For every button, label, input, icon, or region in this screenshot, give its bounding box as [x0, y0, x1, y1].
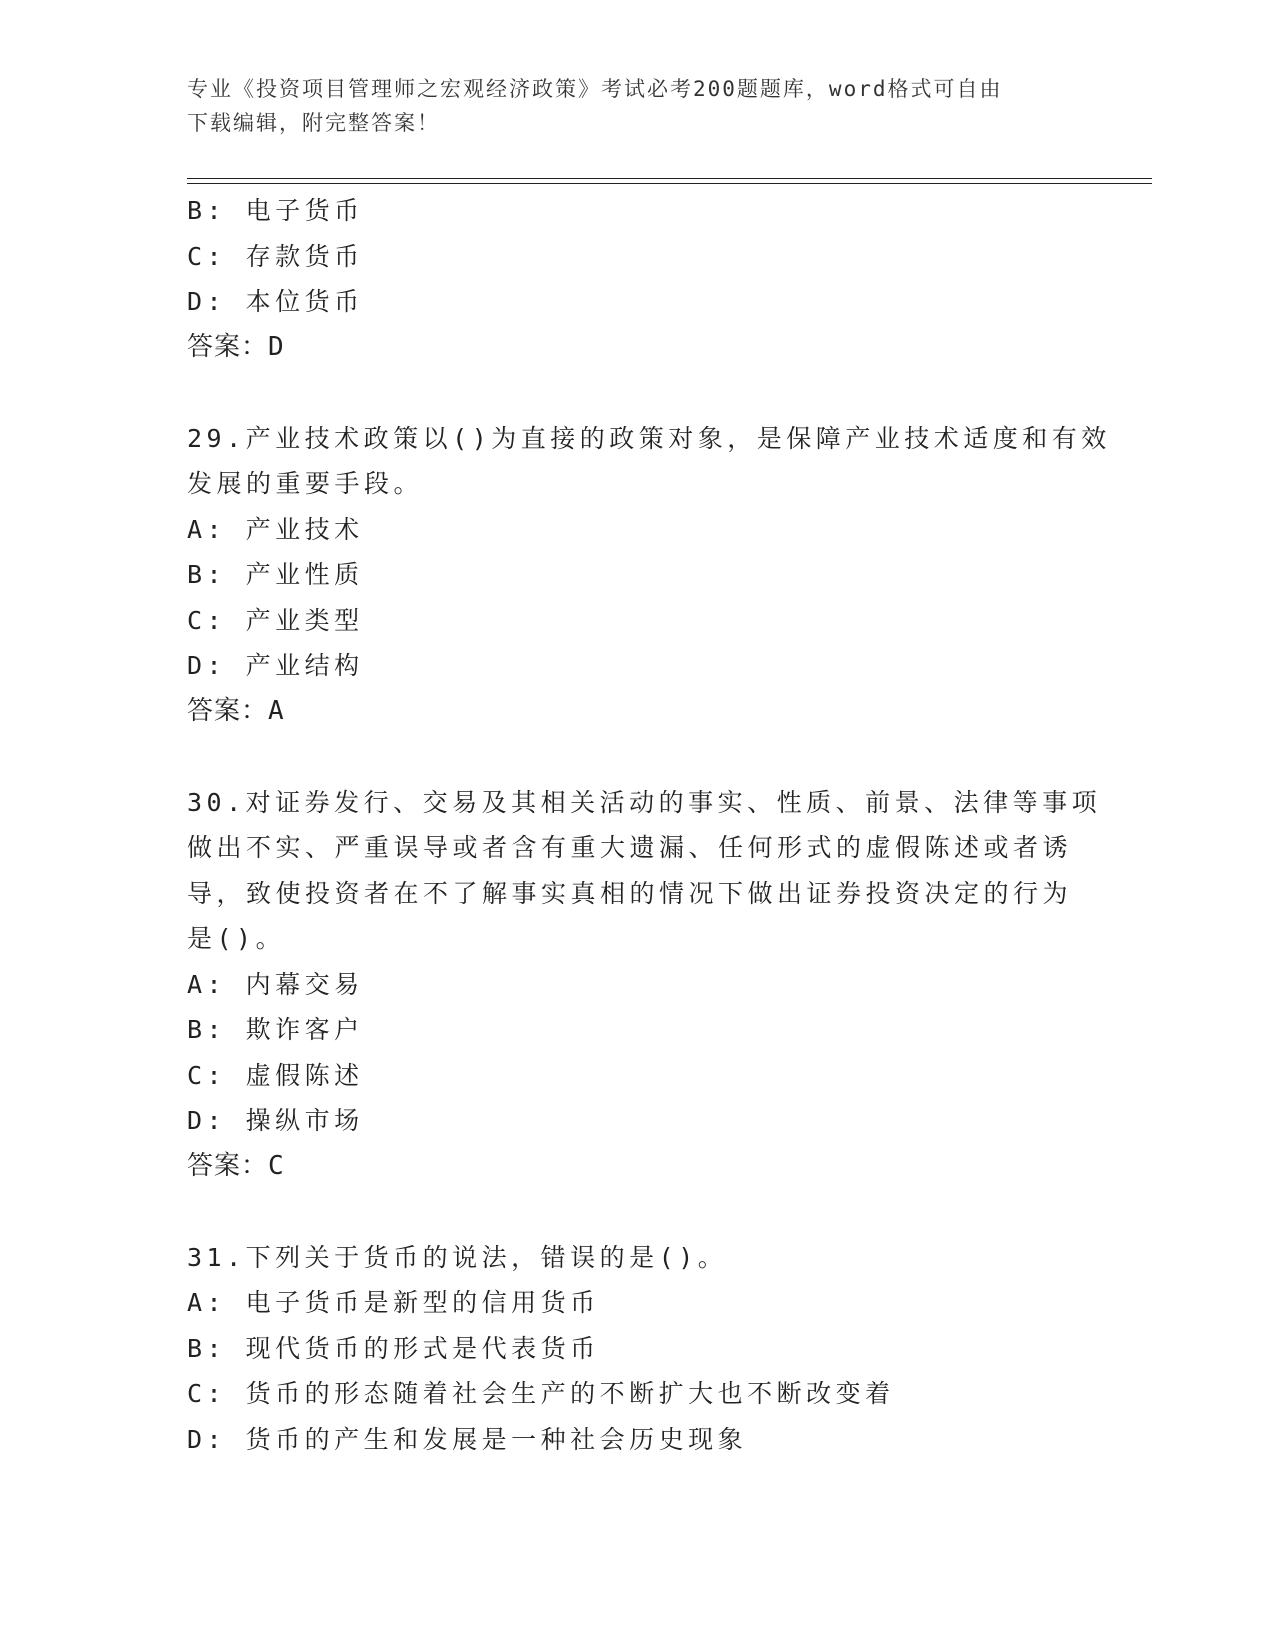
question-content [187, 188, 1111, 1462]
option-d: D: 操纵市场 [187, 1106, 364, 1135]
option-a: A: 产业技术 [187, 514, 364, 544]
question-text-line: 做出不实、严重误导或者含有重大遗漏、任何形式的虚假陈述或者诱 [187, 833, 1073, 862]
question-text-line: 30.对证券发行、交易及其相关活动的事实、性质、前景、法律等事项 [187, 787, 1102, 817]
header-line-2: 下载编辑，附完整答案！ [187, 111, 440, 135]
document-header [187, 72, 1067, 140]
spacer [187, 370, 1087, 416]
option-b: B: 电子货币 [187, 196, 364, 225]
header-line-1: 专业《投资项目管理师之宏观经济政策》考试必考200题题库，word格式可自由 [187, 77, 1003, 101]
spacer [187, 734, 1087, 780]
question-30 [187, 780, 1102, 1190]
option-d: D: 货币的产生和发展是一种社会历史现象 [187, 1424, 748, 1454]
option-c: C: 产业类型 [187, 605, 364, 635]
answer: 答案：C [187, 1150, 285, 1181]
question-text-line: 29.产业技术政策以()为直接的政策对象，是保障产业技术适度和有效 [187, 423, 1111, 453]
option-d: D: 产业结构 [187, 651, 364, 680]
header-divider-bottom [187, 183, 1152, 184]
question-text-line: 31.下列关于货币的说法，错误的是()。 [187, 1242, 728, 1272]
option-c: C: 货币的形态随着社会生产的不断扩大也不断改变着 [187, 1379, 895, 1408]
option-c: C: 虚假陈述 [187, 1060, 364, 1090]
option-c: C: 存款货币 [187, 241, 364, 271]
option-b: B: 产业性质 [187, 560, 364, 589]
option-a: A: 电子货币是新型的信用货币 [187, 1288, 600, 1317]
question-text-line: 是()。 [187, 924, 286, 953]
question-28-tail [187, 188, 1087, 370]
question-29 [187, 416, 1111, 735]
header-divider-top [187, 178, 1152, 179]
option-b: B: 现代货币的形式是代表货币 [187, 1333, 600, 1363]
spacer [187, 1189, 1087, 1235]
answer: 答案：A [187, 695, 285, 726]
answer: 答案：D [187, 331, 285, 362]
option-b: B: 欺诈客户 [187, 1015, 364, 1044]
question-text-line: 发展的重要手段。 [187, 469, 424, 498]
question-31 [187, 1235, 1087, 1463]
option-d: D: 本位货币 [187, 287, 364, 316]
option-a: A: 内幕交易 [187, 969, 364, 999]
question-text-line: 导，致使投资者在不了解事实真相的情况下做出证券投资决定的行为 [187, 878, 1073, 908]
